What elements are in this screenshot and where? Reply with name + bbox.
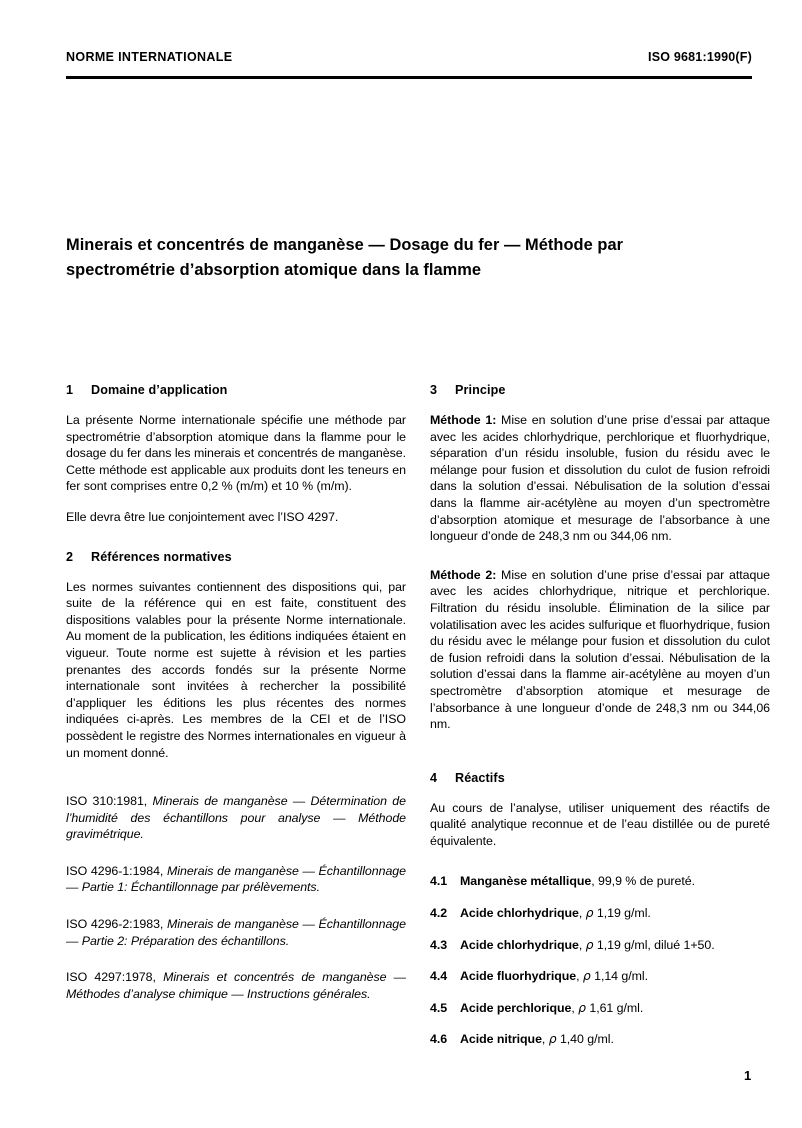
reference-entry: [66, 863, 406, 896]
reference-entry: [66, 969, 406, 1002]
section-number: 2: [66, 549, 74, 564]
section-heading-reactifs: [430, 771, 770, 785]
right-column: [430, 383, 770, 1063]
methode-2-text: Mise en solution d’une prise d’essai par attaque avec les acides chlorhydrique, nitrique et perchlorique. Filtration du résidu insoluble. Élimination de la silice par volatilisation avec les acides sulfurique et fluorhydrique, fusion du résidu avec le mélange pour fusion et dissolution du culot de fusion refroidi dans la solution d’essai. Nébulisation de la solution d’essai dans la flamme air-acétylène au moyen d’un spectromètre d’absorption atomique et mesurage de l’absorbance à une longueur d’onde de 248,3 nm ou 344,06 nm.: [430, 567, 771, 732]
reagent-name: Acide fluorhydrique: [460, 969, 577, 984]
page-header: [66, 50, 752, 64]
methode-2-paragraph: [430, 567, 770, 733]
page-title: Minerais et concentrés de manganèse — Dosage du fer — Méthode par spectrométrie d’absorption atomique dans la flamme: [66, 236, 624, 279]
section-number: 3: [430, 383, 438, 397]
section-number: 4: [430, 770, 438, 785]
header-standard-number: ISO 9681:1990(F): [648, 50, 752, 64]
section-heading-principe: [430, 383, 770, 397]
reference-title: Minerais et concentrés de manganèse — Méthodes d’analyse chimique — Instructions générales.: [66, 970, 407, 1001]
methode-1-paragraph: [430, 412, 770, 545]
reference-code: ISO 4296-2:1983,: [66, 917, 168, 932]
reagent-name: Manganèse métallique: [460, 874, 592, 889]
reagent-item: [430, 968, 770, 985]
reference-entry: [66, 916, 406, 949]
section-spacer: [66, 526, 406, 550]
reagent-number: 4.1: [430, 874, 448, 889]
rho-symbol: ρ: [548, 1031, 557, 1047]
page-number: 1: [744, 1068, 752, 1083]
section-heading-references-normatives: [66, 550, 406, 564]
rho-symbol: ρ: [585, 936, 594, 952]
reagent-detail-pre: ,: [541, 1032, 549, 1047]
rho-symbol: ρ: [585, 905, 594, 921]
reagent-detail: , 99,9 % de pureté.: [591, 874, 695, 889]
reagent-description: [460, 1031, 770, 1048]
reagent-number: 4.5: [430, 1000, 448, 1015]
section-title: Réactifs: [455, 770, 505, 785]
header-standard-type: NORME INTERNATIONALE: [66, 50, 233, 64]
reagent-description: [460, 905, 770, 922]
header-rule: [66, 76, 752, 79]
section-heading-domaine-application: [66, 383, 406, 397]
paragraph: La présente Norme internationale spécifie une méthode par spectrométrie d’absorption atomique dans la flamme pour le dosage du fer dans les minerais et concentrés de manganèse. Cette méthode est applicable aux produits dont les teneurs en fer sont comprises entre 0,2 % (m/m) et 10 % (m/m).: [66, 413, 406, 494]
reagent-description: [460, 873, 770, 890]
reagent-name: Acide chlorhydrique: [460, 937, 579, 952]
reference-title: Minerais de manganèse — Échantillonnage — Partie 2: Préparation des échantillons.: [66, 917, 406, 948]
reagent-description: [460, 968, 770, 985]
reagent-name: Acide nitrique: [460, 1032, 542, 1047]
section-title: Domaine d’application: [91, 383, 228, 397]
reference-entry: [66, 793, 406, 843]
reagent-number: 4.3: [430, 937, 448, 952]
section-title: Principe: [455, 383, 506, 397]
reagent-name: Acide chlorhydrique: [460, 906, 579, 921]
reagent-detail-pre: ,: [578, 937, 586, 952]
left-column: [66, 383, 406, 1015]
paragraph: Elle devra être lue conjointement avec l’ISO 4297.: [66, 509, 339, 524]
reagent-item: [430, 873, 770, 890]
rho-symbol: ρ: [582, 968, 591, 984]
methode-2-label: Méthode 2:: [430, 567, 497, 582]
reagent-detail-pre: ,: [578, 906, 586, 921]
reagent-detail-post: 1,61 g/ml.: [585, 1000, 644, 1015]
reagent-detail-post: 1,19 g/ml.: [593, 906, 651, 921]
list-spacer: [66, 775, 406, 793]
reagent-description: [460, 937, 770, 954]
rho-symbol: ρ: [578, 999, 586, 1015]
reference-code: ISO 310:1981,: [66, 794, 153, 809]
reagent-detail-post: 1,14 g/ml.: [590, 969, 649, 984]
reagent-item: [430, 1031, 770, 1048]
reagent-name: Acide perchlorique: [460, 1000, 572, 1015]
reagent-number: 4.6: [430, 1032, 448, 1047]
section-spacer: [430, 747, 770, 771]
reagent-item: [430, 905, 770, 922]
reference-title: Minerais de manganèse — Détermination de l’humidité des échantillons pour analyse — Méthode gravimétrique.: [66, 794, 406, 842]
reagent-item: [430, 937, 770, 954]
reference-code: ISO 4296-1:1984,: [66, 863, 168, 878]
reference-title: Minerais de manganèse — Échantillonnage — Partie 1: Échantillonnage par prélèvements.: [66, 863, 406, 895]
reagent-detail-post: 1,19 g/ml, dilué 1+50.: [593, 937, 715, 952]
reagent-number: 4.2: [430, 906, 448, 921]
methode-1-label: Méthode 1:: [430, 413, 497, 427]
reference-code: ISO 4297:1978,: [66, 970, 164, 985]
reagent-description: [460, 1000, 770, 1017]
reagent-detail-pre: ,: [576, 969, 583, 984]
methode-1-text: Mise en solution d’une prise d’essai par attaque avec les acides chlorhydrique, perchlorique et fluorhydrique, séparation d’un résidu insoluble, fusion du résidu avec le mélange pour fusion et dissolution du culot de fusion refroidi dans la solution d’essai. Nébulisation de la solution d’essai dans la flamme air-acétylène au moyen d’un spectromètre d’absorption atomique et mesurage de l’absorbance à une longueur d’onde de 248,3 nm ou 344,06 nm.: [430, 413, 771, 544]
paragraph: Les normes suivantes contiennent des dispositions qui, par suite de la référence qui en est faite, constituent des dispositions valables pour la présente Norme internationale. Au moment de la publication, les éditions indiquées étaient en vigueur. Toute norme est sujette à révision et les parties prenantes des accords fondés sur la présente Norme internationale sont invitées à rechercher la possibilité d’appliquer les éditions les plus récentes des normes indiquées ci-après. Les membres de la CEI et de l’ISO possèdent le registre des Normes internationales en vigueur à un moment donné.: [66, 579, 406, 760]
reagent-number: 4.4: [430, 969, 448, 984]
reagent-detail-post: 1,40 g/ml.: [556, 1032, 614, 1047]
paragraph: Au cours de l’analyse, utiliser uniquement des réactifs de qualité analytique reconnue et de l’eau distillée ou de pureté équivalente.: [430, 800, 770, 848]
reagent-detail-pre: ,: [571, 1000, 579, 1015]
reagent-item: [430, 1000, 770, 1017]
section-title: Références normatives: [91, 549, 232, 564]
section-number: 1: [66, 383, 74, 397]
